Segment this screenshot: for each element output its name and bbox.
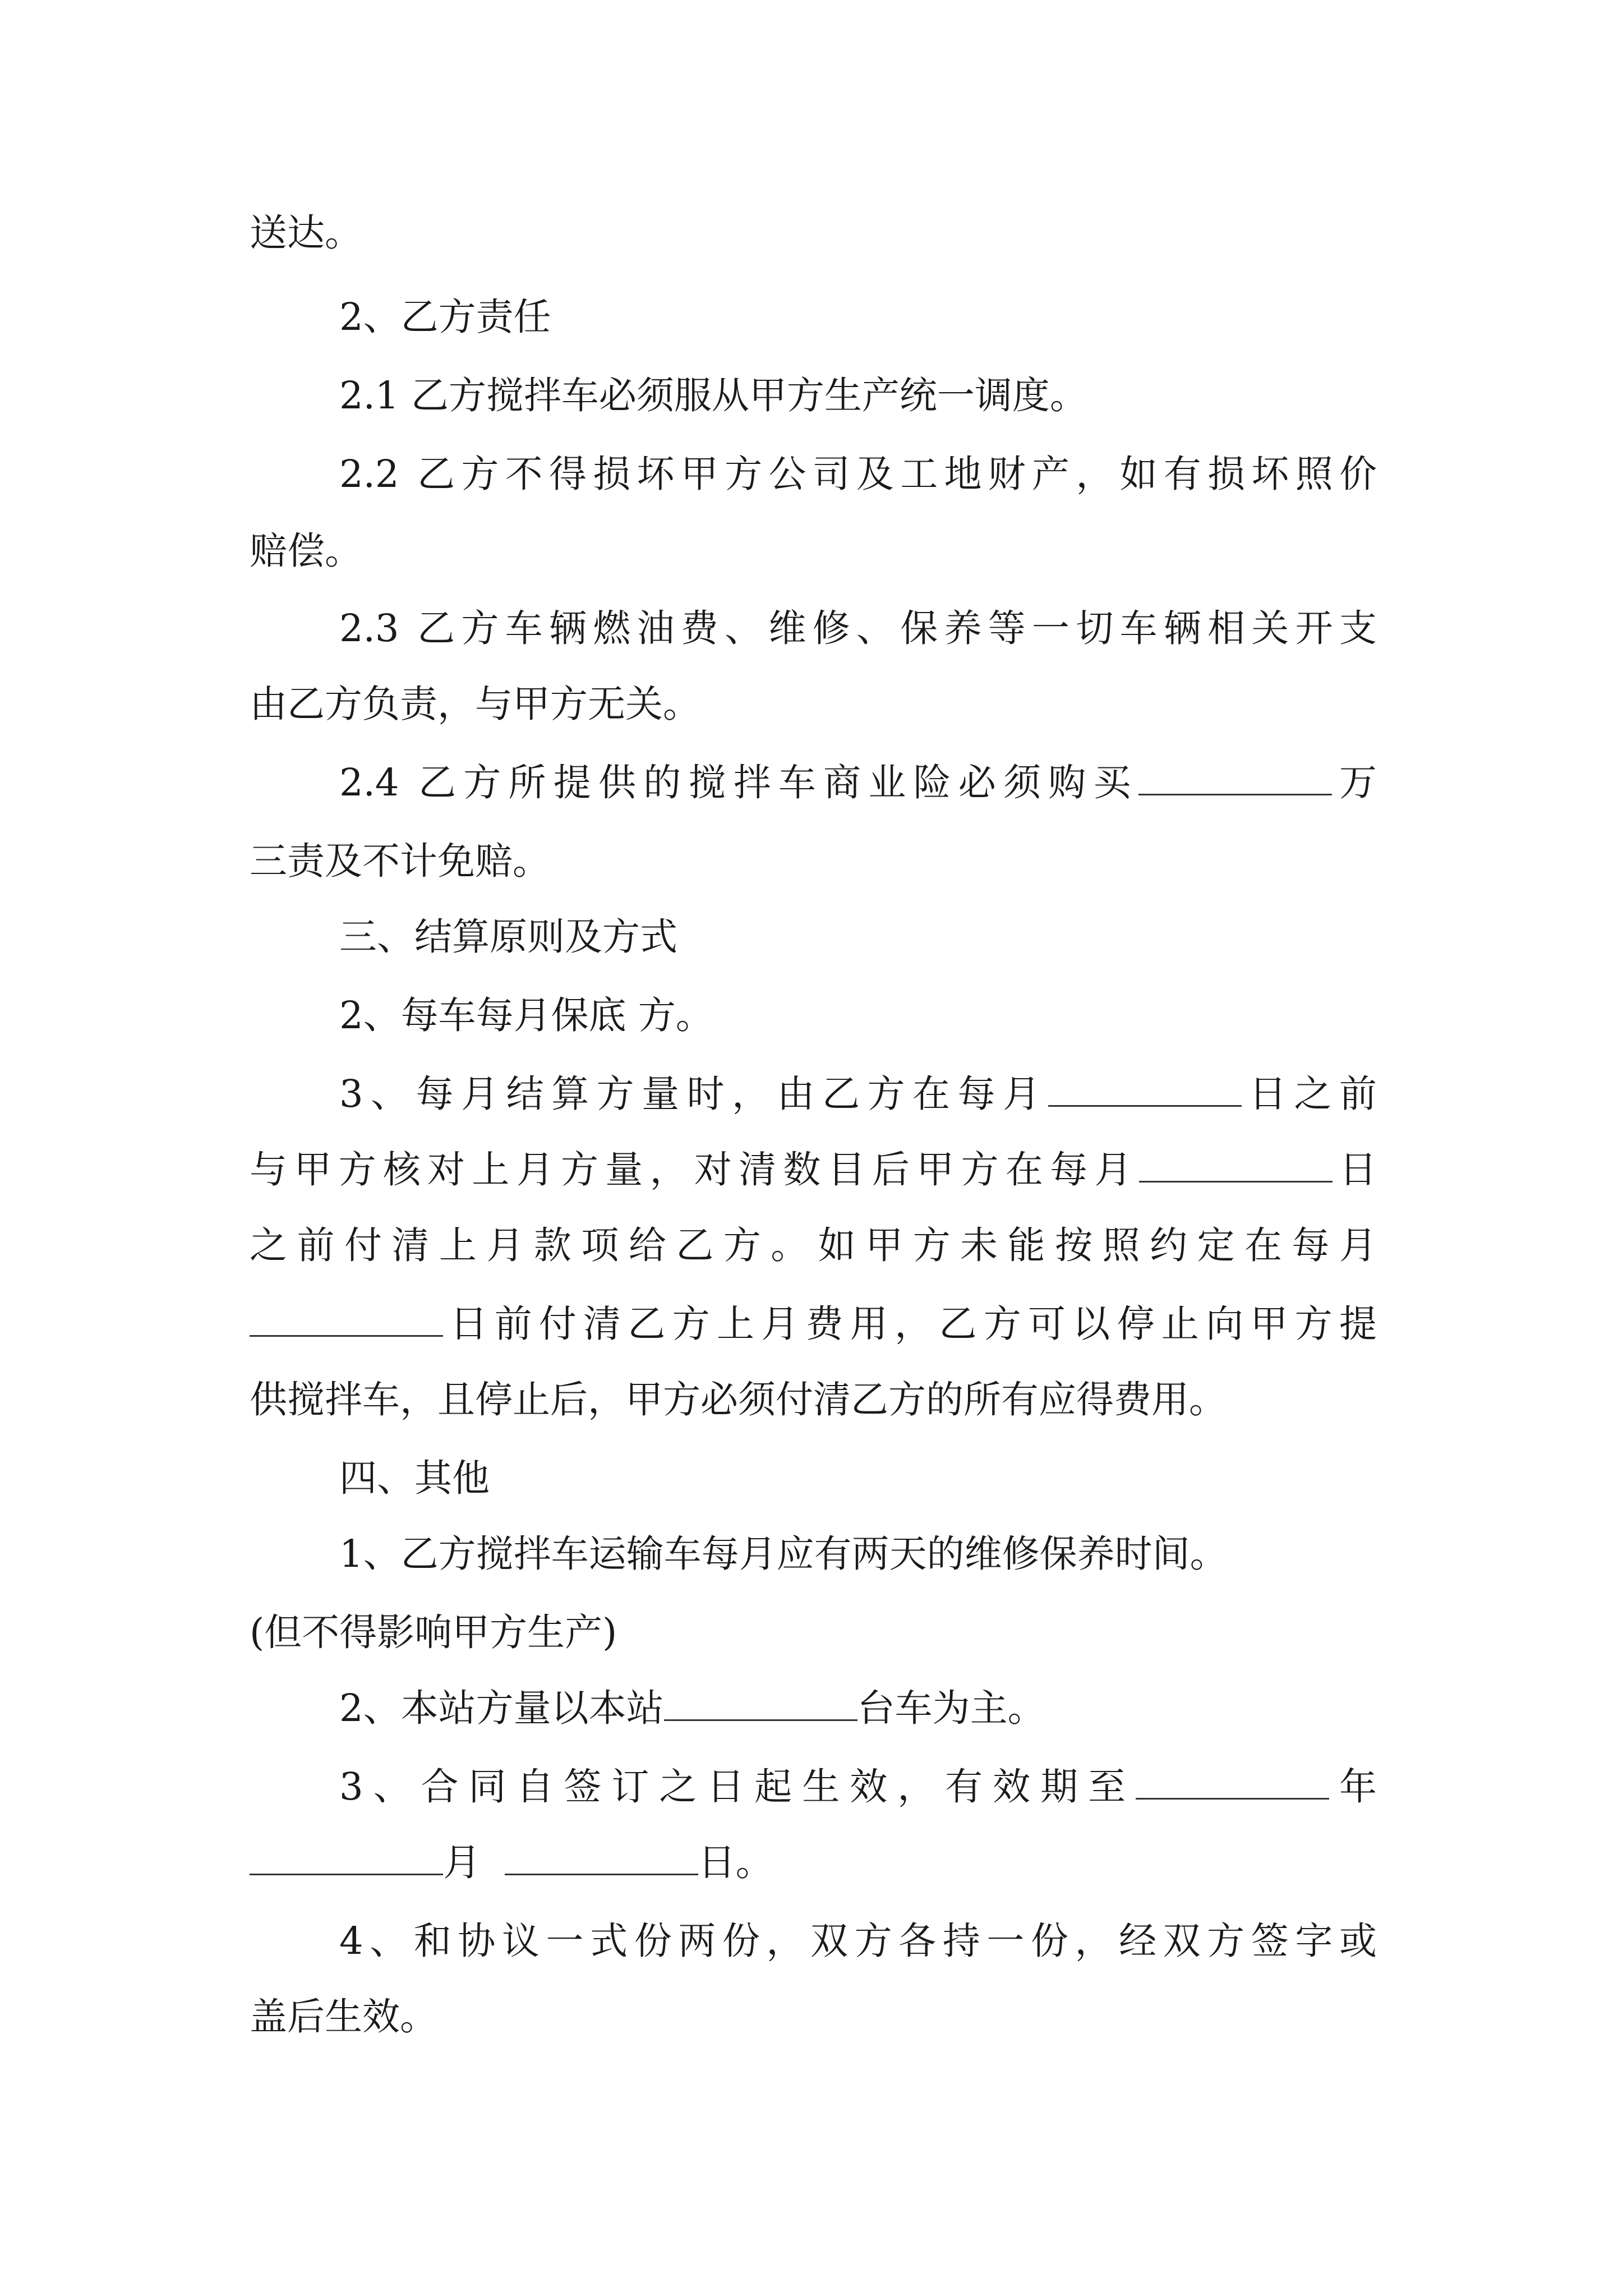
section-heading: 2、乙方责任 xyxy=(339,295,551,339)
text-line: 之前付清上月款项给乙方。如甲方未能按照约定在每月 xyxy=(250,1223,1377,1267)
clause-4-2: 2、本站方量以本站 台车为主。 xyxy=(339,1686,1045,1730)
text-line: 三责及不计免赔。 xyxy=(250,839,550,883)
text-line: 月 日。 xyxy=(250,1834,773,1890)
fill-in-blank xyxy=(1138,760,1332,795)
text-line: 由乙方负责，与甲方无关。 xyxy=(250,682,700,726)
fill-in-blank xyxy=(664,1686,857,1721)
text-line: 赔偿。 xyxy=(250,529,362,573)
fill-in-blank xyxy=(1139,1147,1332,1182)
clause-2-3: 2.3 乙方车辆燃油费、维修、保养等一切车辆相关开支 xyxy=(339,606,1377,650)
text-line: 盖后生效。 xyxy=(250,1995,437,2039)
text-line: 日前付清乙方上月费用，乙方可以停止向甲方提 xyxy=(250,1296,1377,1352)
clause-3-2: 2、每车每月保底 方。 xyxy=(339,993,713,1037)
clause-4-4: 4、和协议一式份两份，双方各持一份，经双方签字或 xyxy=(339,1919,1377,1963)
fill-in-blank xyxy=(1136,1764,1329,1800)
clause-4-1: 1、乙方搅拌车运输车每月应有两天的维修保养时间。 xyxy=(339,1532,1228,1576)
fill-in-blank xyxy=(250,1301,443,1337)
clause-3-3: 3、每月结算方量时，由乙方在每月 日之前 xyxy=(339,1072,1377,1116)
text-line: (但不得影响甲方生产) xyxy=(250,1611,617,1654)
clause-2-1: 2.1 乙方搅拌车必须服从甲方生产统一调度。 xyxy=(339,374,1087,417)
section-heading: 四、其他 xyxy=(339,1456,490,1500)
clause-2-2: 2.2 乙方不得损坏甲方公司及工地财产，如有损坏照价 xyxy=(339,452,1377,496)
text-line: 供搅拌车，且停止后，甲方必须付清乙方的所有应得费用。 xyxy=(250,1378,1227,1421)
text-line: 与甲方核对上月方量，对清数目后甲方在每月 日 xyxy=(250,1148,1377,1191)
clause-4-3: 3、合同自签订之日起生效，有效期至 年 xyxy=(339,1765,1377,1809)
fill-in-blank xyxy=(505,1840,698,1875)
text-line: 送达。 xyxy=(250,211,362,255)
section-heading: 三、结算原则及方式 xyxy=(339,915,677,959)
fill-in-blank xyxy=(1048,1071,1242,1107)
clause-2-4: 2.4 乙方所提供的搅拌车商业险必须购买 万 xyxy=(339,761,1377,804)
fill-in-blank xyxy=(250,1840,443,1875)
